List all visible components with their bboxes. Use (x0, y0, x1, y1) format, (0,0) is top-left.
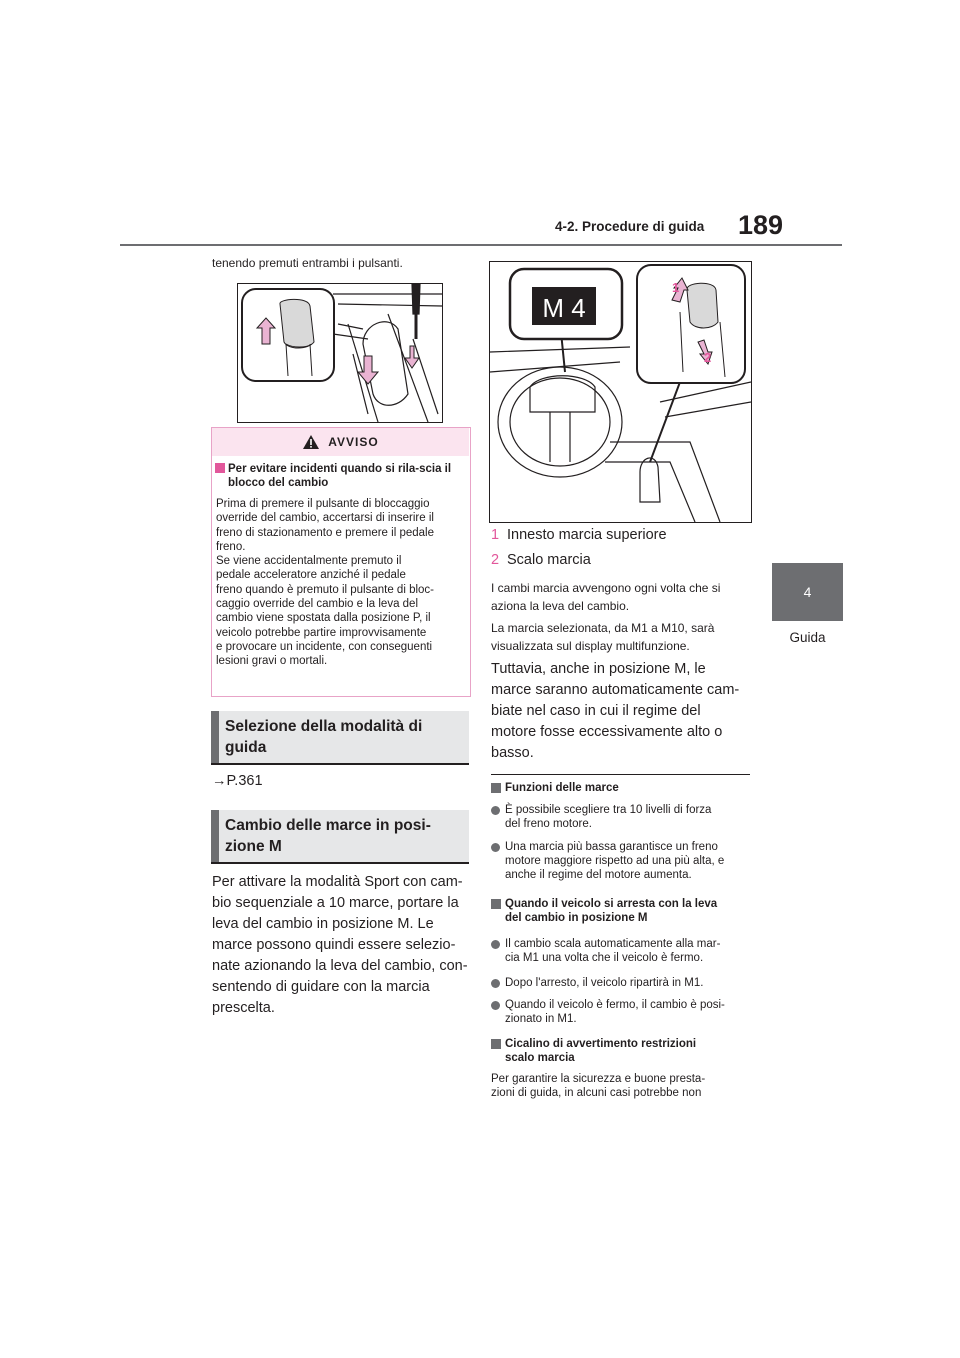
section-heading: 4-2. Procedure di guida (555, 219, 705, 234)
warning-line: caggio override del cambio e la leva del (216, 598, 419, 611)
chapter-tab[interactable] (772, 563, 843, 621)
section-title (225, 815, 465, 857)
note-line: cia M1 una volta che il veicolo è fermo. (505, 952, 704, 964)
warning-line: lesioni gravi o mortali. (216, 655, 328, 668)
note-heading (491, 781, 753, 795)
warning-line: Prima di premere il pulsante di bloccaggio (216, 498, 430, 510)
section-title-line: zione M (225, 838, 282, 855)
section-bar (211, 711, 219, 763)
warning-line: veicolo potrebbe partire improvvisamente (216, 626, 427, 639)
paragraph-line: prescelta. (212, 1000, 275, 1016)
paragraph-line: basso. (491, 745, 534, 761)
section-title-line: Selezione della modalità di (225, 718, 423, 735)
bullet-dot-icon (491, 940, 500, 949)
warning-title (215, 462, 476, 490)
note-line: Funzioni delle marce (505, 782, 619, 794)
note-line: del cambio in posizione M (505, 912, 648, 924)
divider (491, 774, 750, 775)
bullet-dot-icon (491, 843, 500, 852)
legend-text: Innesto marcia superiore (507, 527, 667, 543)
square-bullet-icon (491, 1039, 501, 1049)
m-mode-illustration (489, 261, 752, 523)
note-line: del freno motore. (505, 818, 592, 830)
warning-line: cambio viene spostata dalla posizione P, il (216, 612, 431, 625)
note-line: Dopo l'arresto, il veicolo ripartirà in M1. (505, 977, 704, 989)
page-reference-link[interactable]: →P.361 (212, 773, 263, 789)
note-line: motore maggiore rispetto ad una più alta, e (505, 855, 725, 867)
note-paragraph (491, 1072, 753, 1100)
note-line: aziona la leva del cambio. (491, 599, 630, 613)
auto-shift-paragraph (491, 659, 753, 764)
warning-line: override del cambio, accertarsi di inserire il (216, 512, 434, 525)
note-heading (491, 897, 753, 925)
note-paragraph (491, 579, 751, 615)
note-line: Quando il veicolo si arresta con la leva (505, 898, 718, 910)
list-item (491, 803, 753, 831)
note-line: Per garantire la sicurezza e buone presta- (491, 1073, 706, 1085)
bullet-dot-icon (491, 979, 500, 988)
note-line: scalo marcia (505, 1052, 575, 1064)
warning-line: Se viene accidentalmente premuto il (216, 555, 402, 568)
paragraph-line: marce saranno automaticamente cam- (491, 682, 740, 698)
legend-item (491, 527, 667, 543)
list-item (491, 998, 753, 1026)
intro-text: tenendo premuti entrambi i pulsanti. (212, 256, 403, 270)
paragraph-line: motore fosse eccessivamente alto o (491, 724, 723, 740)
note-line: È possibile scegliere tra 10 livelli di forza (505, 804, 712, 816)
m-mode-paragraph (212, 872, 470, 1019)
paragraph-line: nate azionando la leva del cambio, con- (212, 958, 468, 974)
section-title (225, 716, 465, 758)
warning-title-text: Per evitare incidenti quando si rila-scia il blocco del cambio (228, 463, 452, 489)
warning-line: e provocare un incidente, con conseguenti (216, 640, 433, 653)
note-line: Il cambio scala automaticamente alla mar- (505, 938, 721, 950)
section-title-line: guida (225, 739, 267, 756)
list-item (491, 976, 753, 990)
note-line: anche il regime del motore aumenta. (505, 869, 692, 881)
paragraph-line: marce possono quindi essere selezio- (212, 937, 456, 953)
gear-display-text: M 4 (542, 293, 586, 323)
warning-line: freno. (216, 540, 246, 553)
note-paragraph (491, 619, 751, 655)
note-line: Una marcia più bassa garantisce un freno (505, 841, 718, 853)
paragraph-line: sentendo di guidare con la marcia (212, 979, 430, 995)
section-drive-mode (211, 711, 469, 765)
warning-body (216, 497, 464, 669)
header-rule (120, 244, 842, 246)
page-number: 189 (738, 210, 784, 240)
legend-number: 2 (491, 552, 500, 568)
shift-lock-illustration (237, 283, 443, 423)
section-title-line: Cambio delle marce in posi- (225, 817, 431, 834)
warning-line: pedale acceleratore anziché il pedale (216, 569, 406, 582)
warning-header (212, 428, 469, 456)
legend-number: 1 (491, 527, 500, 543)
legend-text: Scalo marcia (507, 552, 591, 568)
warning-triangle-icon (302, 434, 320, 450)
warning-line: freno di stazionamento e premere il pedale (216, 526, 434, 539)
chapter-number: 4 (803, 584, 812, 600)
section-m-shift (211, 810, 469, 864)
note-line: Quando il veicolo è fermo, il cambio è posi- (505, 999, 725, 1011)
note-heading (491, 1037, 753, 1065)
paragraph-line: leva del cambio in posizione M. Le (212, 916, 434, 932)
bullet-dot-icon (491, 1001, 500, 1010)
paragraph-line: Per attivare la modalità Sport con cam- (212, 874, 463, 890)
paragraph-line: Tuttavia, anche in posizione M, le (491, 661, 706, 677)
callout-1: 1 (672, 280, 680, 295)
note-line: zionato in M1. (505, 1013, 577, 1025)
callout-2: 2 (704, 350, 712, 365)
section-bar (211, 810, 219, 862)
note-line: visualizzata sul display multifunzione. (491, 639, 690, 653)
note-line: zioni di guida, in alcuni casi potrebbe non (491, 1087, 702, 1099)
legend-item (491, 552, 591, 568)
paragraph-line: bio sequenziale a 10 marce, portare la (212, 895, 459, 911)
square-bullet-icon (491, 783, 501, 793)
square-bullet-icon (215, 463, 225, 473)
paragraph-line: biate nel caso in cui il regime del (491, 703, 701, 719)
note-line: I cambi marcia avvengono ogni volta che si (491, 581, 721, 595)
list-item (491, 840, 753, 882)
note-line: Cicalino di avvertimento restrizioni (505, 1038, 697, 1050)
bullet-dot-icon (491, 806, 500, 815)
warning-line: freno quando è premuto il pulsante di bloc- (216, 583, 435, 596)
note-line: La marcia selezionata, da M1 a M10, sarà (491, 621, 715, 635)
square-bullet-icon (491, 899, 501, 909)
chapter-label: Guida (789, 630, 826, 645)
list-item (491, 937, 753, 965)
warning-heading: AVVISO (328, 435, 379, 449)
